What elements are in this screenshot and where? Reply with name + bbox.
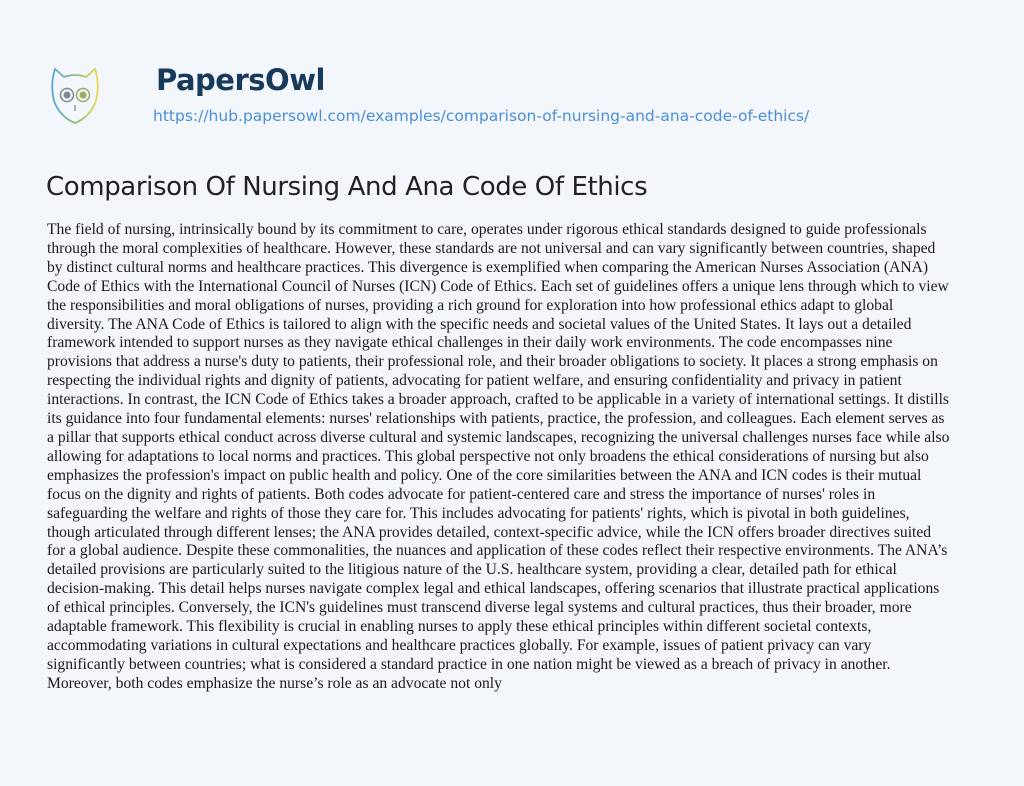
article-line: significantly between countries; what is considered a standard practice in one nation might be viewed as a breach of privacy in another. (47, 655, 891, 673)
article-line: interactions. In contrast, the ICN Code of Ethics takes a broader approach, crafted to be applicable in a variety of international settings. It distills (47, 391, 949, 409)
article-line: by distinct cultural norms and healthcare practices. This divergence is exemplified when comparing the American Nurses Association (ANA) (47, 258, 929, 276)
article-line: for a global audience. Despite these commonalities, the nuances and application of these codes reflect their respective environments. The ANA’s (47, 542, 948, 560)
article-line: The field of nursing, intrinsically bound by its commitment to care, operates under rigorous ethical standards designed to guide professionals (47, 221, 927, 238)
article-line: focus on the dignity and rights of patients. Both codes advocate for patient-centered care and stress the importance of nurses' roles in (47, 485, 876, 503)
article-line: accommodating variations in cultural expectations and healthcare practices globally. For example, issues of patient privacy can vary (47, 636, 872, 654)
article-line: provisions that address a nurse's duty to patients, their professional role, and their broader obligations to society. It places a strong emphasis on (47, 353, 938, 371)
article-line: decision-making. This detail helps nurses navigate complex legal and ethical landscapes, offering scenarios that illustrate practical applications (47, 580, 940, 598)
article-line: framework intended to support nurses as they navigate ethical challenges in their daily work environments. The code encompasses nine (47, 334, 893, 352)
article-line: the responsibilities and moral obligations of nurses, providing a rich ground for exploration into how professional ethics adapt to global (47, 296, 894, 314)
papersowl-owl-logo-icon (50, 65, 100, 127)
article-line: through the moral complexities of healthcare. However, these standards are not universal and can vary significantly between countries, shaped (47, 239, 936, 257)
article-line: a pillar that supports ethical conduct across diverse cultural and systemic landscapes, recognizing the universal challenges nurses face while also (47, 428, 950, 446)
page-title: Comparison Of Nursing And Ana Code Of Ethics (46, 172, 648, 202)
article-line: Moreover, both codes emphasize the nurse’s role as an advocate not only (47, 674, 502, 692)
article-line: of ethical principles. Conversely, the ICN's guidelines must transcend diverse legal systems and cultural practices, thus their broader, more (47, 599, 912, 617)
brand-name[interactable]: PapersOwl (156, 63, 325, 97)
article-line: diversity. The ANA Code of Ethics is tailored to align with the specific needs and societal values of the United States. It lays out a detailed (47, 315, 912, 333)
article-line: detailed provisions are particularly suited to the litigious nature of the U.S. healthcare system, providing a clear, detailed path for ethical (47, 561, 897, 579)
article-line: emphasizes the profession's impact on public health and policy. One of the core similarities between the ANA and ICN codes is their mutual (47, 466, 922, 484)
article-line: adaptable framework. This flexibility is crucial in enabling nurses to apply these ethical principles within different societal contexts, (47, 618, 872, 636)
article-line: its guidance into four fundamental elements: nurses' relationships with patients, practice, the profession, and colleagues. Each element serves as (47, 410, 945, 428)
article-line: safeguarding the welfare and rights of those they care for. This includes advocating for patients' rights, which is pivotal in both guidelines, (47, 504, 910, 522)
source-url-link[interactable]: https://hub.papersowl.com/examples/comparison-of-nursing-and-ana-code-of-ethics/ (153, 107, 810, 125)
article-line: though articulated through different lenses; the ANA provides detailed, context-specific advice, while the ICN offers broader directives suited (47, 523, 932, 541)
article-line: Code of Ethics with the International Council of Nurses (ICN) Code of Ethics. Each set of guidelines offers a unique lens through which to view (47, 277, 949, 295)
article-line: allowing for adaptations to local norms and practices. This global perspective not only broadens the ethical considerations of nursing but also (47, 447, 929, 465)
article-line: respecting the individual rights and dignity of patients, advocating for patient welfare, and ensuring confidentiality and privacy in patient (47, 372, 902, 390)
article-body (47, 221, 1007, 694)
